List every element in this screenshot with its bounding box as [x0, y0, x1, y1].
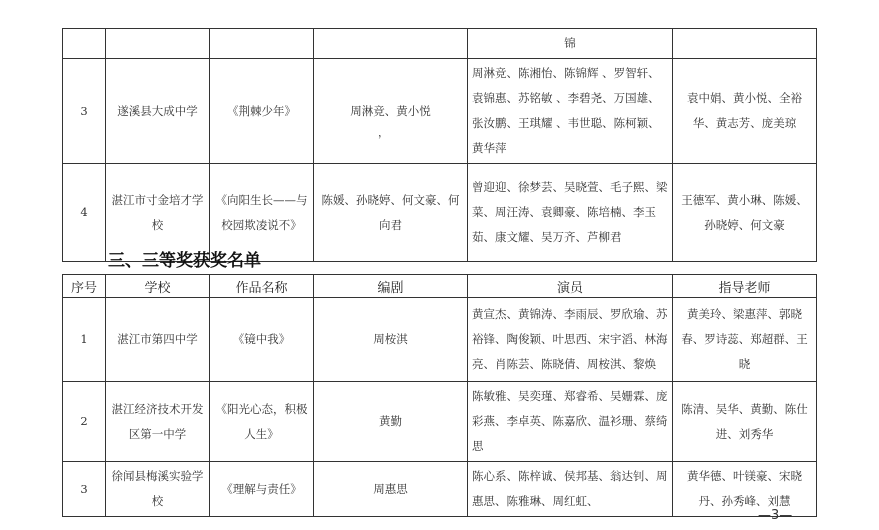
page-number: —3—: [758, 508, 793, 523]
work-title-cell: 《向阳生长——与校园欺凌说不》: [210, 164, 314, 262]
row-number: 2: [63, 382, 106, 462]
table-row: [63, 59, 817, 164]
actors-cell: 陈敏雅、吴奕瑾、郑睿希、吴姗霖、庞彩燕、李卓英、陈嘉欣、温衫珊、蔡绮思: [468, 382, 673, 462]
script-cell: 黄勤: [314, 382, 468, 462]
school-cell: 湛江市第四中学: [106, 298, 210, 382]
script-cell: 周惠思: [314, 462, 468, 517]
work-title-cell: 《镜中我》: [210, 298, 314, 382]
script-cell: 周桉淇: [314, 298, 468, 382]
header-script: 编剧: [314, 275, 468, 298]
teachers-cell: 王德军、黄小琳、陈媛、孙晓婷、何文豪: [673, 164, 817, 262]
teachers-cell: 陈清、吴华、黄勤、陈仕进、刘秀华: [673, 382, 817, 462]
work-title-cell: 《理解与责任》: [210, 462, 314, 517]
row-number: 4: [63, 164, 106, 262]
table-row: [63, 462, 817, 517]
teachers-cell: 袁中娟、黄小悦、全裕华、黄志芳、庞美琼: [673, 59, 817, 164]
teachers-cell: 黄华德、叶镁豪、宋晓丹、孙秀峰、刘慧: [673, 462, 817, 517]
row-number: 3: [63, 462, 106, 517]
table-row: [63, 164, 817, 262]
award-table-continued: [62, 28, 817, 262]
header-teachers: 指导老师: [673, 275, 817, 298]
actors-cell: 锦: [468, 29, 673, 59]
table-header-row: [63, 275, 817, 298]
row-number: 1: [63, 298, 106, 382]
school-cell: 湛江经济技术开发区第一中学: [106, 382, 210, 462]
work-title-cell: 《阳光心态，积极人生》: [210, 382, 314, 462]
work-title-cell: 《荆棘少年》: [210, 59, 314, 164]
row-number: 3: [63, 59, 106, 164]
actors-cell: 陈心系、陈梓诚、侯邦基、翁达钊、周惠思、陈雅琳、周红虹、: [468, 462, 673, 517]
script-cell: 周淋竞、黄小悦: [314, 59, 468, 164]
header-no: 序号: [63, 275, 106, 298]
school-cell: 徐闻县梅溪实验学校: [106, 462, 210, 517]
teachers-cell: 黄美玲、梁惠萍、郭晓春、罗诗蕊、郑超群、王晓: [673, 298, 817, 382]
stray-punctuation-mark: ，: [378, 126, 389, 139]
section-heading: 三、三等奖获奖名单: [108, 251, 261, 271]
header-work: 作品名称: [210, 275, 314, 298]
table-row: [63, 29, 817, 59]
school-cell: 遂溪县大成中学: [106, 59, 210, 164]
actors-cell: 周淋竞、陈湘怡、陈锦辉 、罗智轩、袁锦惠、苏铭敏 、李碧尧、万国雄、张汝鹏、王琪耀 、韦世聪、陈柯颖、黄华萍: [468, 59, 673, 164]
school-cell: 湛江市寸金培才学校: [106, 164, 210, 262]
actors-cell: 曾迎迎、徐梦芸、吴晓萱、毛子熙、梁菜、周汪涛、袁卿豪、陈培楠、李玉茹、康文耀、吴万齐、芦柳君: [468, 164, 673, 262]
third-prize-table: [62, 274, 817, 517]
header-school: 学校: [106, 275, 210, 298]
table-row: [63, 298, 817, 382]
script-cell: 陈媛、孙晓婷、何文豪、何向君: [314, 164, 468, 262]
header-actors: 演员: [468, 275, 673, 298]
table-row: [63, 382, 817, 462]
actors-cell: 黄宣杰、黄锦涛、李雨辰、罗欣瑜、苏裕锋、陶俊颖、叶思西、宋宇滔、林海亮、肖陈芸、陈晓倩、周桉淇、黎焕: [468, 298, 673, 382]
